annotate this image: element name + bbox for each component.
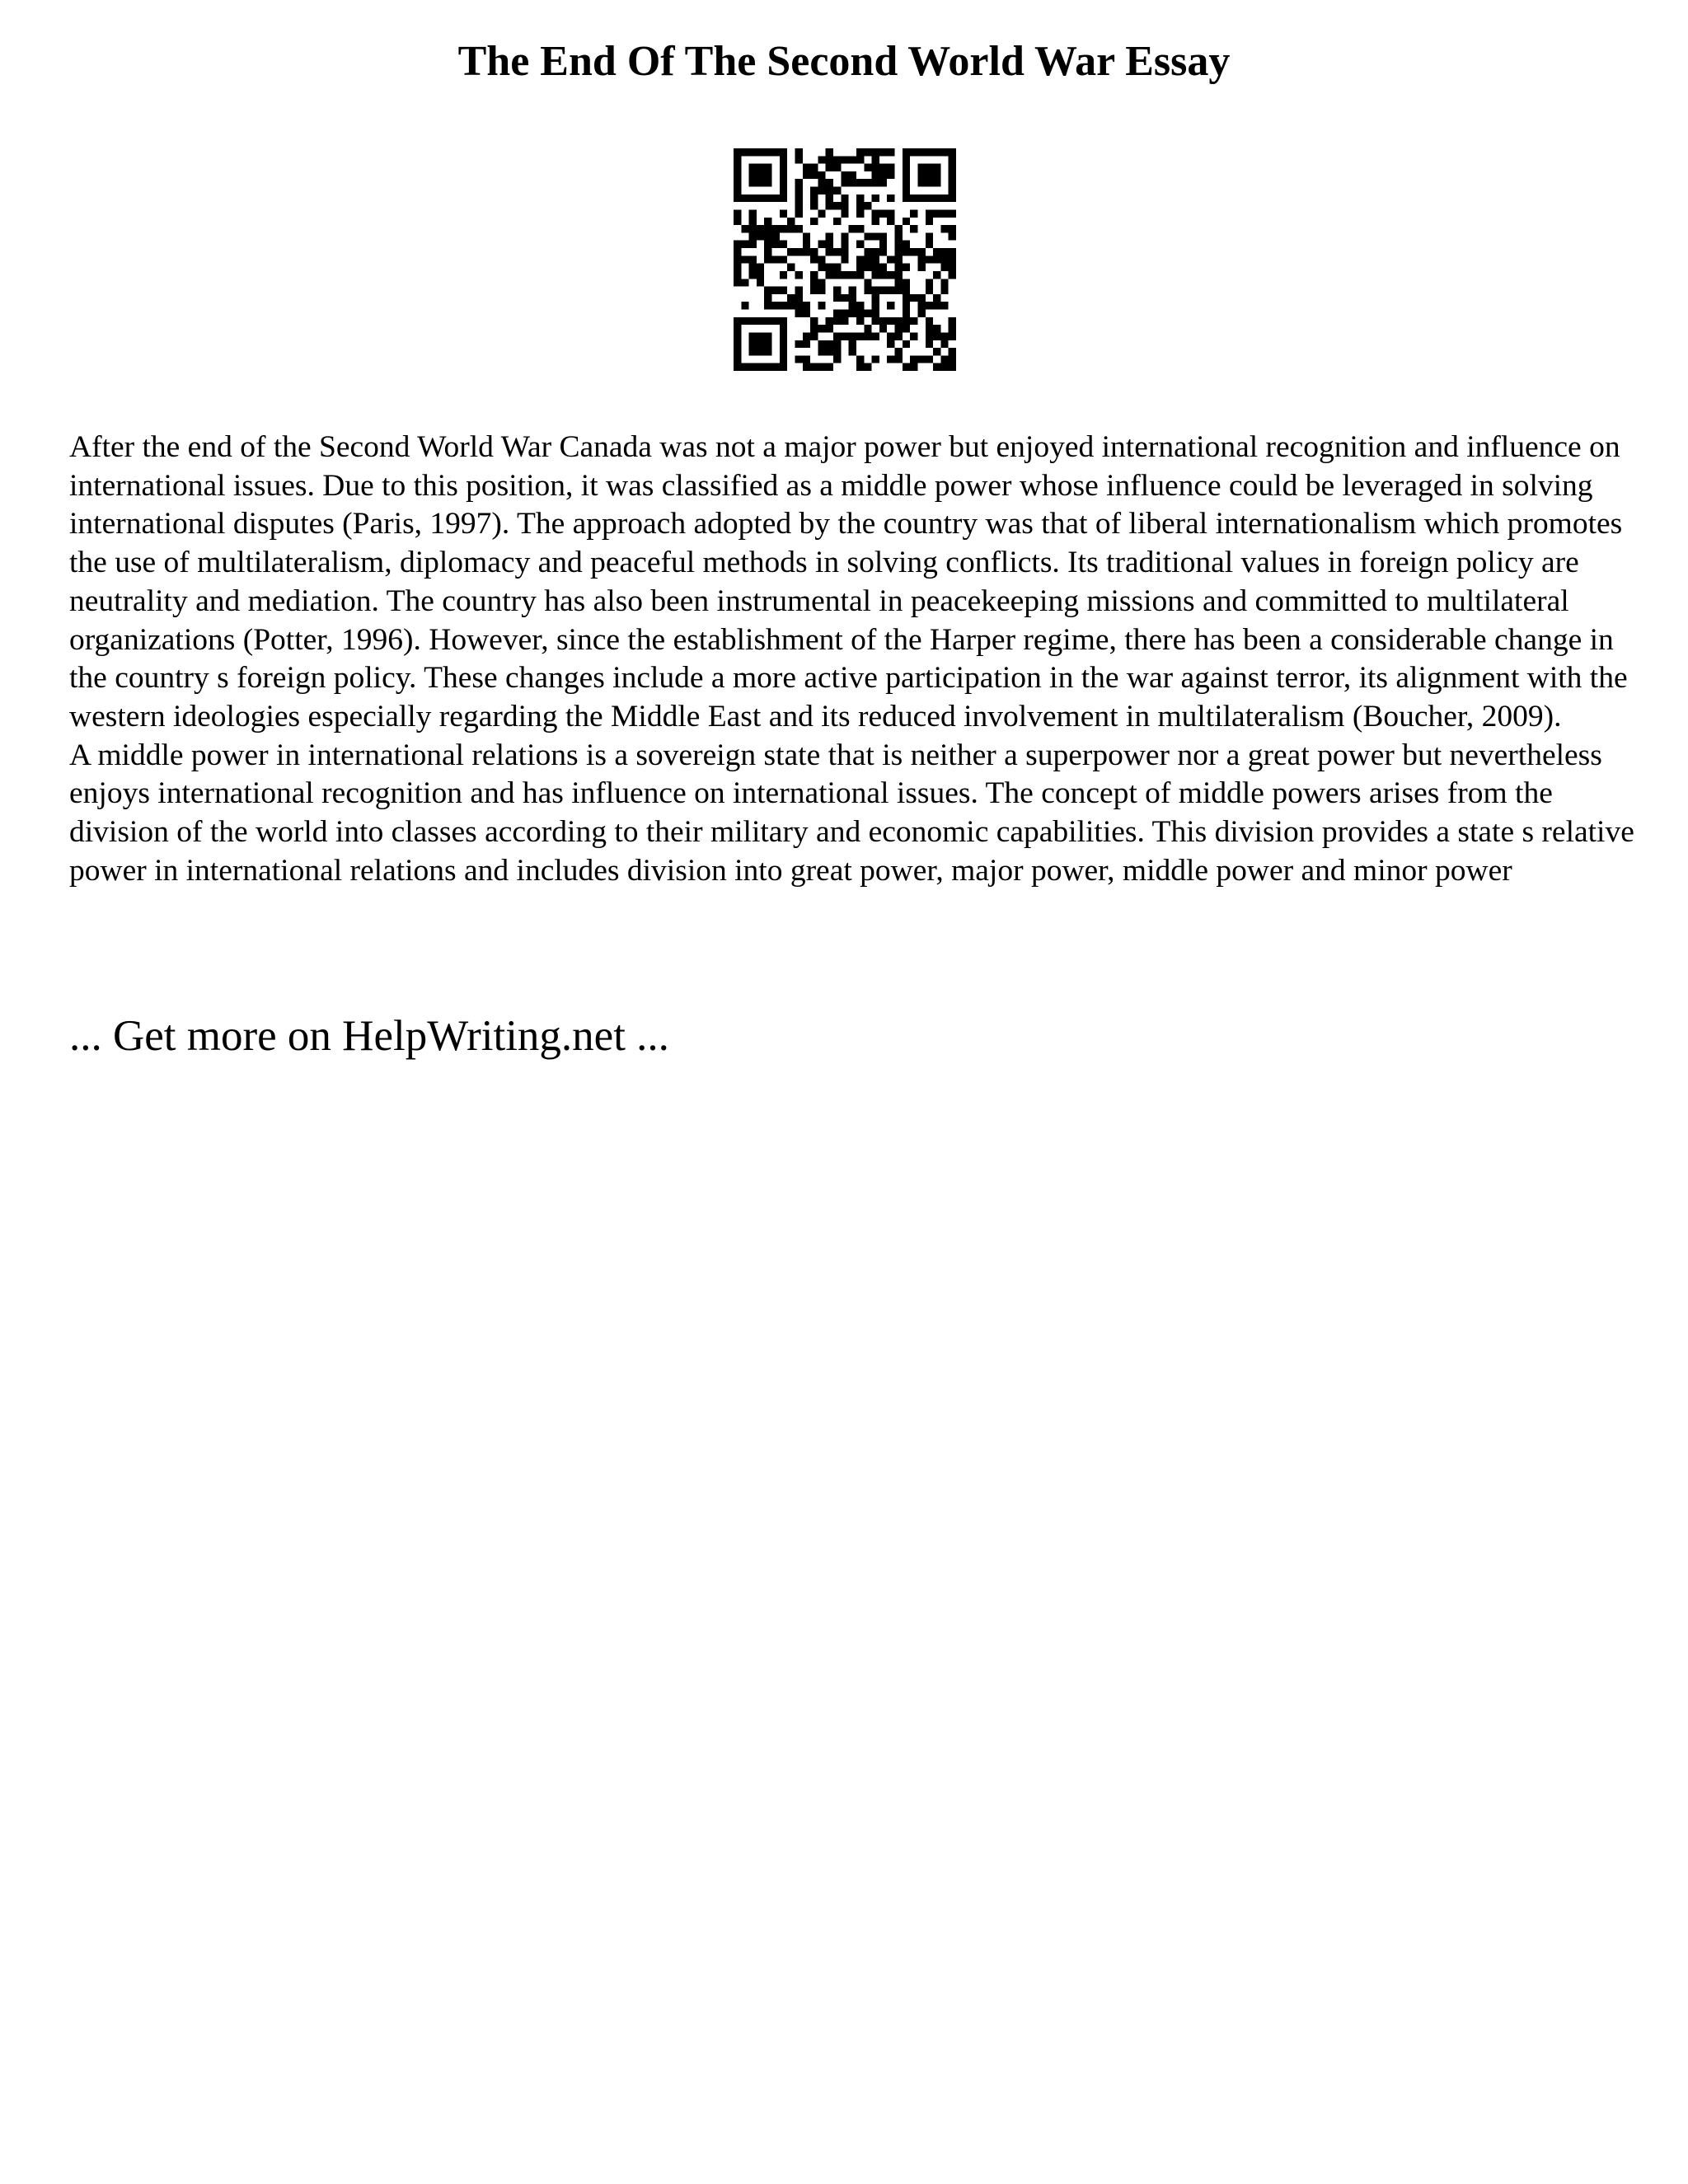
qr-code-icon — [734, 148, 956, 371]
qr-code — [734, 148, 956, 371]
essay-paragraph: A middle power in international relations is a sovereign state that is neither a superpower nor a great power but nevertheless enjoys international recognition and has influence on international issues. The concept of middle powers arises from the division of the world into classes according to their military and economic capabilities. This division provides a state s relative power in international relations and includes division into great power, major power, middle power and minor power — [69, 738, 1634, 888]
get-more-link[interactable]: ... Get more on HelpWriting.net ... — [69, 1012, 669, 1060]
essay-body — [69, 429, 1635, 890]
document-title: The End Of The Second World War Essay — [457, 38, 1231, 85]
essay-paragraph: After the end of the Second World War Canada was not a major power but enjoyed international recognition and influence on international issues. Due to this position, it was classified as a middle power whose influence could be leveraged in solving international disputes (Paris, 1997). The approach adopted by the country was that of liberal internationalism which promotes the use of multilateralism, diplomacy and peaceful methods in solving conflicts. Its traditional values in foreign policy are neutrality and mediation. The country has also been instrumental in peacekeeping missions and committed to multilateral organizations (Potter, 1996). However, since the establishment of the Harper regime, there has been a considerable change in the country s foreign policy. These changes include a more active participation in the war against terror, its alignment with the western ideologies especially regarding the Middle East and its reduced involvement in multilateralism (Boucher, 2009). — [69, 430, 1628, 733]
